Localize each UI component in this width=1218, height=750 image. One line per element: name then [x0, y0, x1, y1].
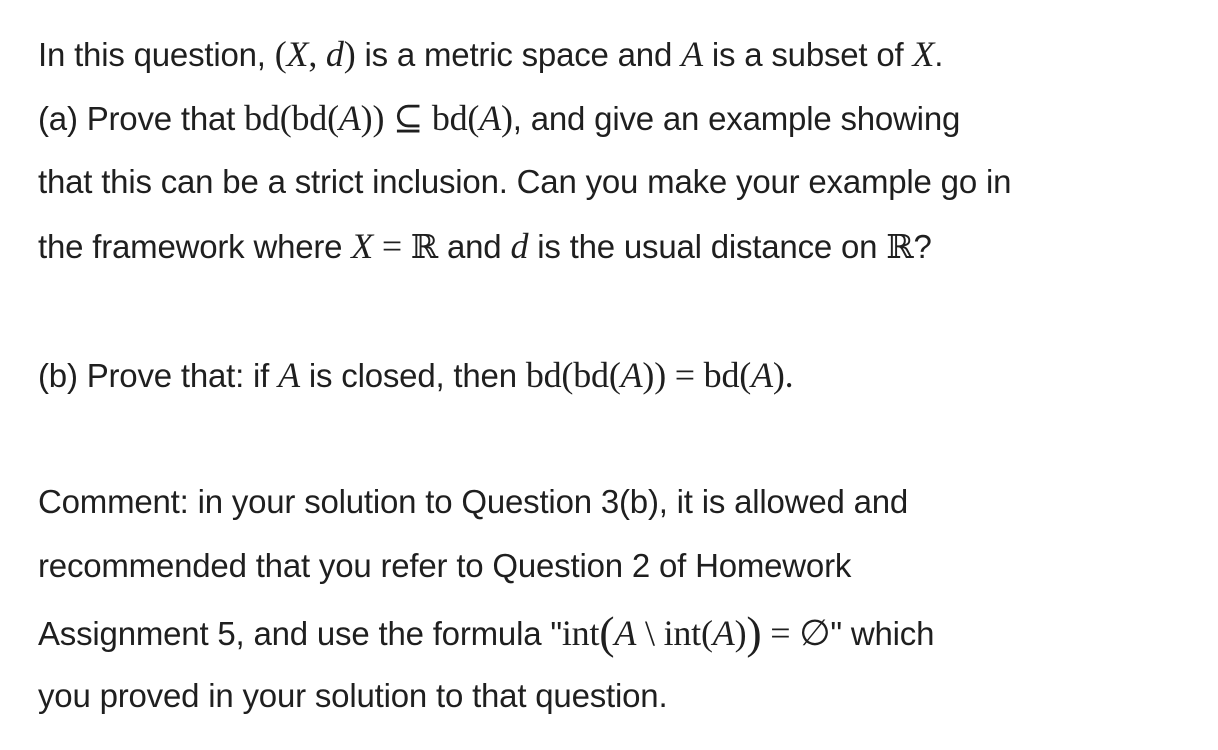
math-var-A: A — [751, 355, 773, 395]
math-var-X: X — [912, 34, 935, 74]
part-a-line-3 — [38, 226, 932, 267]
part-b-line — [38, 355, 793, 396]
math-big-paren-close: ) — [746, 607, 762, 658]
math-var-A: A — [712, 613, 735, 653]
math-equals-emptyset: = ∅ — [761, 613, 831, 653]
math-paren-close: ) — [734, 613, 747, 653]
math-var-A: A — [620, 355, 643, 395]
math-paren-close: ) — [343, 34, 356, 74]
math-int: int — [561, 613, 600, 653]
math-paren-close-period: ). — [772, 355, 794, 395]
part-a-line-1 — [38, 98, 960, 139]
math-var-A: A — [338, 98, 361, 138]
math-reals: ℝ — [410, 227, 439, 266]
part-a-text-1: (a) Prove that — [38, 100, 245, 137]
math-bd-bd: bd(bd( — [525, 355, 621, 395]
math-var-X: X — [351, 226, 374, 266]
math-var-d: d — [510, 226, 529, 266]
math-var-A: A — [614, 613, 637, 653]
intro-text-4: . — [934, 36, 944, 73]
intro-text-1: In this question, — [38, 36, 275, 73]
intro-text-2: is a metric space and — [355, 36, 682, 73]
math-subseteq-bd: )) ⊆ bd( — [360, 98, 480, 138]
part-a-text-3: the framework where — [38, 228, 352, 265]
math-bd-bd: bd(bd( — [244, 98, 339, 138]
comment-line-1: Comment: in your solution to Question 3(b), it is allowed and — [38, 483, 909, 520]
part-a-text-4: and — [438, 228, 511, 265]
math-var-X: X — [286, 34, 309, 74]
math-setminus-int: \ int( — [636, 613, 713, 653]
intro-line — [38, 34, 943, 75]
math-comma: , — [308, 34, 326, 74]
comment-line-4: you proved in your solution to that question. — [38, 677, 668, 714]
comment-line-2: recommended that you refer to Question 2 of Homework — [38, 547, 852, 584]
math-var-d: d — [325, 34, 344, 74]
part-a-text-6: ? — [913, 228, 932, 265]
comment-line-3 — [38, 607, 935, 658]
math-var-A: A — [479, 98, 501, 138]
math-equals: = — [373, 226, 411, 266]
math-paren-open: ( — [274, 34, 287, 74]
part-a-line-2: that this can be a strict inclusion. Can you make your example go in — [38, 163, 1012, 200]
intro-text-3: is a subset of — [702, 36, 913, 73]
math-big-paren-open: ( — [599, 607, 615, 658]
part-b-text-2: is closed, then — [299, 357, 526, 394]
math-paren-close: ) — [501, 98, 513, 138]
math-reals: ℝ — [886, 227, 914, 266]
part-a-text-2: , and give an example showing — [512, 100, 961, 137]
part-a-text-5: is the usual distance on — [528, 228, 887, 265]
comment-text-2: " which — [830, 615, 935, 652]
math-equals-bd: )) = bd( — [642, 355, 752, 395]
math-var-A: A — [278, 355, 300, 395]
math-var-A: A — [681, 34, 703, 74]
part-b-text-1: (b) Prove that: if — [38, 357, 279, 394]
comment-text-1: Assignment 5, and use the formula " — [38, 615, 562, 652]
